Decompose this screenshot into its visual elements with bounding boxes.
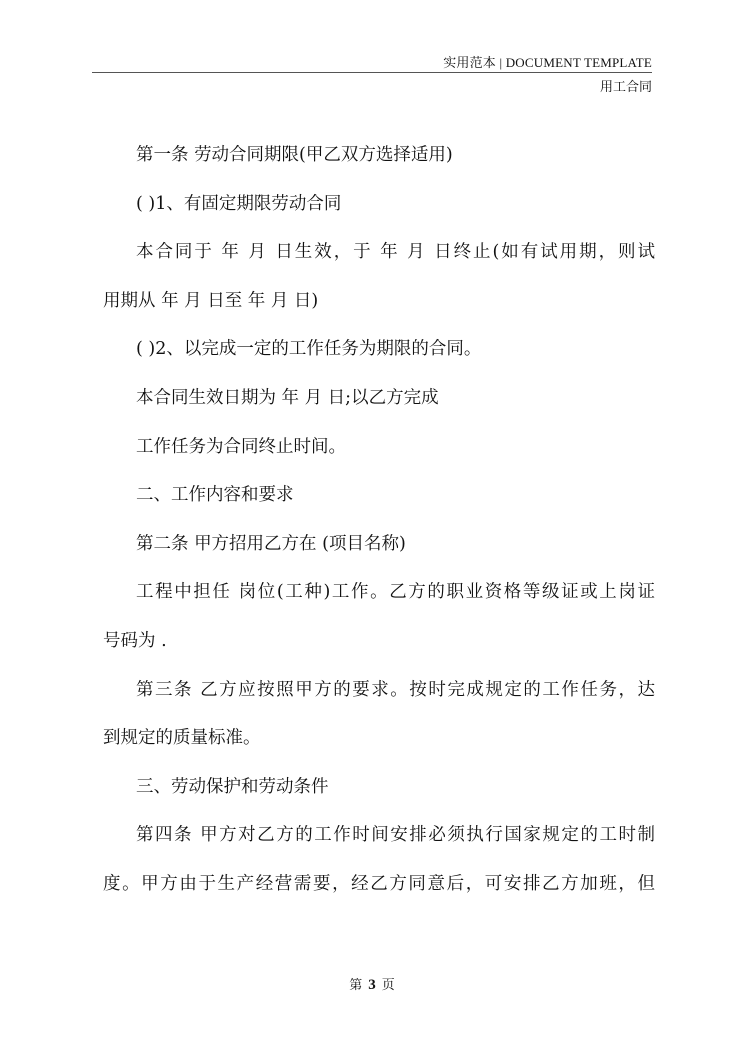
clause-4-text: 第四条 甲方对乙方的工作时间安排必须执行国家规定的工时制 — [136, 825, 655, 846]
clause-3-text: 第三条 乙方应按照甲方的要求。按时完成规定的工作任务，达 — [136, 679, 655, 700]
header-rule — [92, 72, 652, 73]
page-footer — [0, 974, 744, 994]
footer-prefix: 第 — [349, 978, 363, 993]
option-2-task-term: ( )2、以完成一定的工作任务为期限的合同。 — [136, 339, 482, 360]
clause-2-heading: 第二条 甲方招用乙方在 (项目名称) — [136, 533, 406, 554]
document-body — [103, 139, 655, 917]
option-1-fixed-term: ( )1、有固定期限劳动合同 — [136, 193, 342, 214]
clause-1-text-cont: 用期从 年 月 日至 年 月 日) — [103, 290, 319, 311]
clause-1-heading: 第一条 劳动合同期限(甲乙双方选择适用) — [136, 145, 453, 165]
clause-1-text: 本合同于 年 月 日生效，于 年 月 日终止(如有试用期，则试 — [136, 242, 655, 263]
clause-2-text-cont: 号码为 . — [103, 630, 167, 651]
option-2-text: 本合同生效日期为 年 月 日;以乙方完成 — [136, 387, 439, 408]
clause-4-text-cont: 度。甲方由于生产经营需要，经乙方同意后，可安排乙方加班，但 — [103, 873, 655, 894]
clause-2-text: 工程中担任 岗位(工种)工作。乙方的职业资格等级证或上岗证 — [136, 582, 655, 603]
option-2-text-cont: 工作任务为合同终止时间。 — [136, 436, 346, 457]
section-2-heading: 二、工作内容和要求 — [136, 485, 294, 506]
page-number: 3 — [368, 977, 376, 993]
clause-3-text-cont: 到规定的质量标准。 — [103, 728, 261, 749]
section-3-heading: 三、劳动保护和劳动条件 — [136, 776, 329, 797]
footer-suffix: 页 — [381, 978, 395, 993]
header-title: 实用范本 | DOCUMENT TEMPLATE — [443, 55, 652, 70]
page-header — [92, 0, 652, 100]
header-subtitle: 用工合同 — [599, 80, 652, 95]
